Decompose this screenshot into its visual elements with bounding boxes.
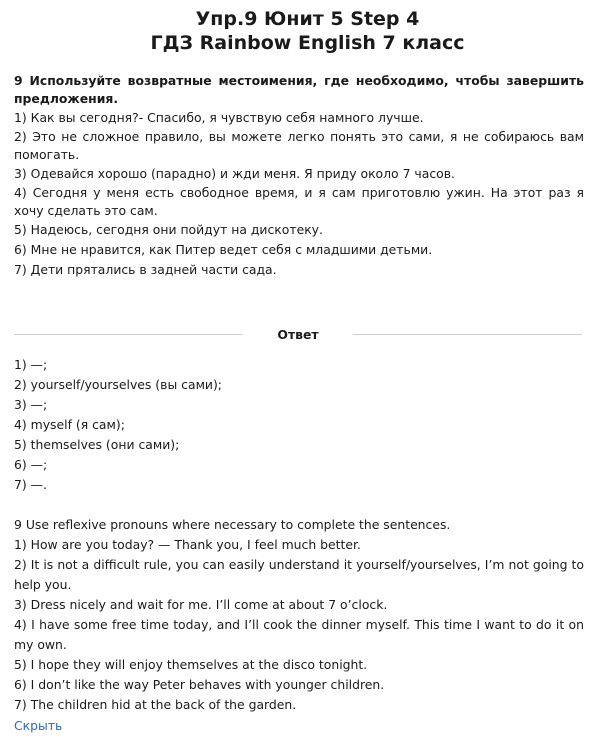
task-item: 5) Надеюсь, сегодня они пойдут на дискотеку. (14, 222, 323, 237)
task-item: 3) Одевайся хорошо (парадно) и жди меня. Я приду около 7 часов. (14, 166, 455, 181)
task-item: 7) Дети прятались в задней части сада. (14, 262, 277, 277)
divider-line-right (353, 334, 582, 335)
answer-label: Ответ (277, 327, 319, 342)
answer-item: 1) —; (14, 357, 48, 372)
answer-divider (14, 325, 582, 345)
hide-link[interactable]: Скрыть (14, 718, 63, 733)
task-item: 6) Мне не нравится, как Питер ведет себя с младшими детьми. (14, 242, 433, 257)
english-heading: 9 Use reflexive pronouns where necessary to complete the sentences. (14, 517, 451, 532)
english-item: 2) It is not a difficult rule, you can easily understand it yourself/yourselves, I’m not going to help you. (14, 557, 584, 592)
answer-item: 5) themselves (они сами); (14, 437, 180, 452)
task-block (14, 72, 584, 280)
english-item: 4) I have some free time today, and I’ll cook the dinner myself. This time I want to do it on my own. (14, 617, 584, 652)
answers-list (14, 355, 584, 495)
task-heading: 9 Используйте возвратные местоимения, где необходимо, чтобы завершить предложения. (14, 73, 584, 106)
answer-item: 6) —; (14, 457, 48, 472)
english-item: 5) I hope they will enjoy themselves at the disco tonight. (14, 657, 368, 672)
answer-item: 2) yourself/yourselves (вы сами); (14, 377, 222, 392)
task-item: 1) Как вы сегодня?- Спасибо, я чувствую себя намного лучше. (14, 110, 424, 125)
english-translation (14, 515, 584, 715)
answer-item: 3) —; (14, 397, 48, 412)
answer-item: 4) myself (я сам); (14, 417, 125, 432)
answer-item: 7) —. (14, 477, 47, 492)
page-title: Упр.9 Юнит 5 Step 4 (195, 8, 420, 30)
english-item: 1) How are you today? — Thank you, I feel much better. (14, 537, 361, 552)
english-item: 3) Dress nicely and wait for me. I’ll come at about 7 o’clock. (14, 597, 388, 612)
task-item: 2) Это не сложное правило, вы можете легко понять это сами, я не собираюсь вам помогать. (14, 129, 584, 162)
task-item: 4) Сегодня у меня есть свободное время, и я сам приготовлю ужин. На этот раз я хочу сделать это сам. (14, 185, 584, 218)
page-subtitle: ГДЗ Rainbow English 7 класс (150, 32, 465, 54)
english-item: 7) The children hid at the back of the garden. (14, 697, 297, 712)
english-item: 6) I don’t like the way Peter behaves with younger children. (14, 677, 385, 692)
